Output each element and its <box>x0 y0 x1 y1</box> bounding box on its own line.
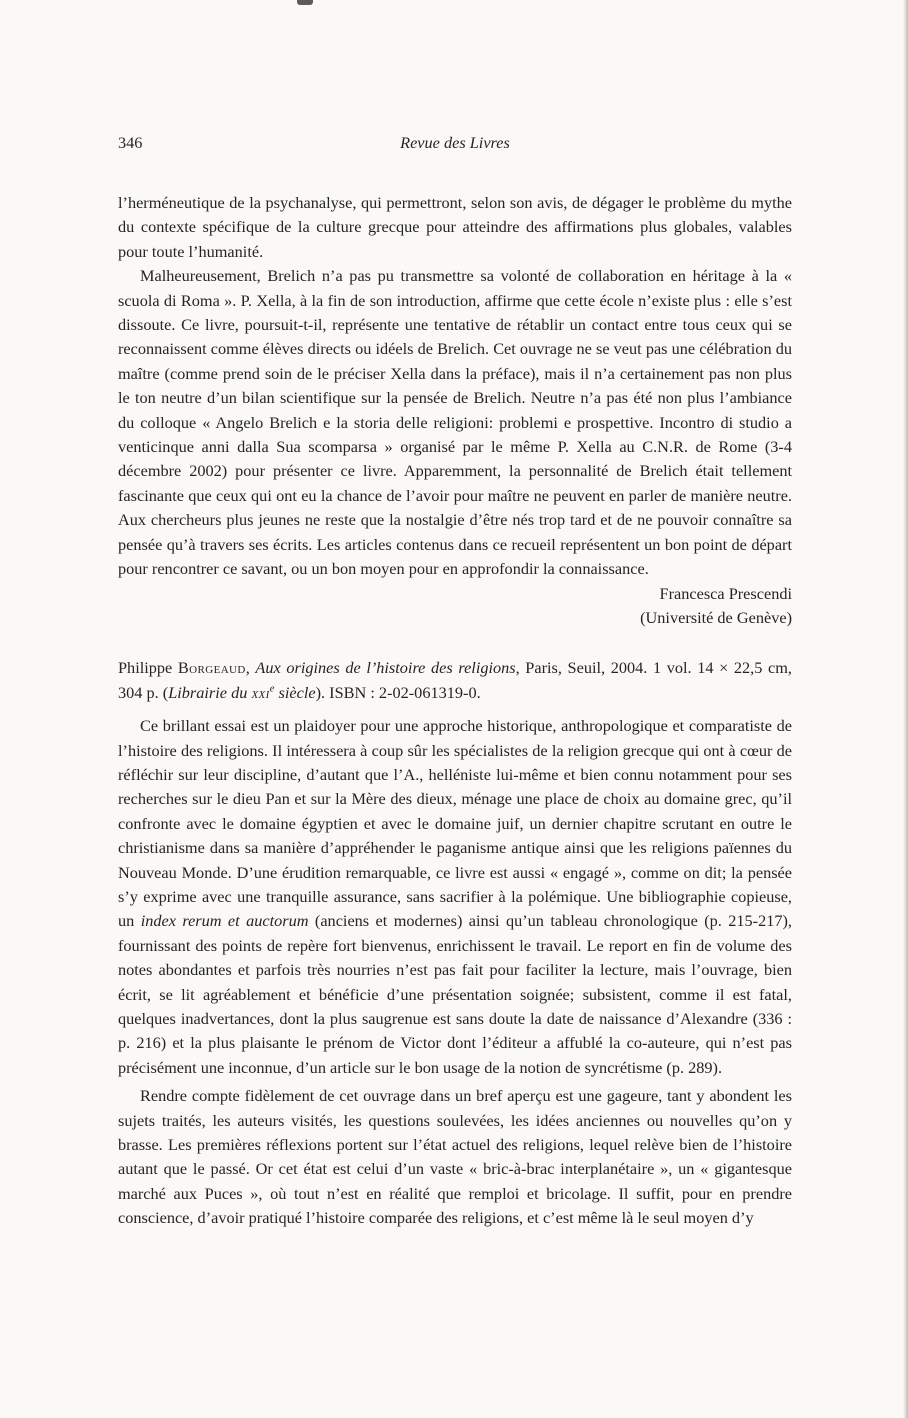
author-surname: Borgeaud <box>177 658 246 678</box>
page-number: 346 <box>118 133 143 152</box>
review-body-paragraph: Malheureusement, Brelich n’a pas pu transmettre sa volonté de collaboration en héritage à la « scuola di Roma ». P. Xella, à la fin de son introduction, affirme que cette école n’existe plus : elle s’est dissoute. Ce livre, poursuit-t-il, représente une tentative de rétablir un contact entre tous ceux qui se reconnaissent comme élèves directs ou idéels de Brelich. Cet ouvrage ne se veut pas une célébration du maître (comme prend soin de le préciser Xella dans la préface), mais il n’a certainement pas non plus le ton neutre d’un bilan scientifique sur la pensée de Brelich. Neutre n’a pas été non plus l’ambiance du colloque « Angelo Brelich e la storia delle religioni: problemi e prospettive. Incontro di studio a venticinque anni dalla Sua scomparsa » organisé par le même P. Xella au C.N.R. de Rome (3-4 décembre 2002) pour présenter ce livre. Apparemment, la personnalité de Brelich était tellement fascinante que ceux qui ont eu la chance de l’avoir pour maître ne peuvent en parler de manière neutre. Aux chercheurs plus jeunes ne reste que la nostalgie d’être nés trop tard et de ne pouvoir connaître sa pensée qu’à travers ses écrits. Les articles contenus dans ce recueil représentent un bon point de départ pour rencontrer ce savant, ou un bon moyen pour en approfondir la connaissance. <box>118 266 792 579</box>
book-title: Aux origines de l’histoire des religions <box>255 658 516 678</box>
review-continuation-paragraph: l’herméneutique de la psychanalyse, qui permettront, selon son avis, de dégager le problème du mythe du contexte spécifique de la culture grecque pour atteindre des affirmations plus globales, valables pour toute l’humanité. <box>118 193 792 261</box>
collection-numeral: xxi <box>251 682 270 702</box>
review-paragraph-first <box>118 714 792 1080</box>
scan-edge-shadow <box>903 0 908 1418</box>
signature-block <box>118 582 792 631</box>
ordinal-suffix: e <box>269 683 275 695</box>
heading-separator: , <box>245 658 256 678</box>
running-title: Revue des Livres <box>400 133 510 152</box>
isbn-text: ). ISBN : 2-02-061319-0. <box>315 682 481 702</box>
book-reference-heading <box>118 656 792 705</box>
index-term: index rerum et auctorum <box>140 911 309 931</box>
review-paragraph-closing: Rendre compte fidèlement de cet ouvrage dans un bref aperçu est une gageure, tant y abondent les sujets traités, les auteurs visités, les questions soulevées, les idées anciennes ou nouvelles qu’on y brasse. Les premières réflexions portent sur l’état actuel des religions, lequel relève bien de l’histoire autant que le passé. Or cet état est celui d’un vaste « bric-à-brac interplanétaire », un « gigantesque marché aux Puces », où tout n’est en réalité que remploi et bricolage. Il suffit, pour en prendre conscience, d’avoir pratiqué l’histoire comparée des religions, et c’est même là le seul moyen d’y <box>118 1086 792 1228</box>
collection-name-start: Librairie du <box>168 682 252 702</box>
reviewer-name: Francesca Prescendi <box>659 583 792 603</box>
publication-info: , Paris, Seuil, 2004. 1 vol. 14 × 22,5 cm, 304 p. ( <box>118 658 792 702</box>
scan-artifact <box>297 0 313 5</box>
collection-name-end: siècle <box>274 682 316 702</box>
paragraph-text-after-term: (anciens et modernes) ainsi qu’un tableau chronologique (p. 215-217), fournissant des points de repère fort bienvenus, enrichissent le travail. Le report en fin de volume des notes abondantes et parfois très nourries n’est pas fait pour faciliter la lecture, mais l’ouvrage, bien écrit, se lit agréablement et bénéficie d’une présentation soignée; subsistent, comme il est fatal, quelques inadvertances, dont la plus saugrenue est sans doute la date de naissance d’Alexandre (336 : p. 216) et la plus plaisante le prénom de Victor dont l’éditeur a affublé la co-auteure, qui n’est pas précisément une inconnue, d’un article sur le bon usage de la notion de syncrétisme (p. 289). <box>118 911 792 1077</box>
page-header <box>118 131 792 155</box>
author-firstname: Philippe <box>118 658 178 678</box>
reviewer-affiliation: (Université de Genève) <box>640 607 792 627</box>
paragraph-text-before-term: Ce brillant essai est un plaidoyer pour une approche historique, anthropologique et comparatiste de l’histoire des religions. Il intéressera à coup sûr les spécialistes de la religion grecque qui ont à cœur de réfléchir sur leur discipline, d’autant que l’A., helléniste lui-même et bien connu notamment pour ses recherches sur le dieu Pan et sur la Mère des dieux, ménage une place de choix au domaine grec, qu’il confronte avec le domaine égyptien et avec le domaine juif, un dernier chapitre scrutant en outre le christianisme dans sa manière d’appréhender le paganisme antique ainsi que les religions païennes du Nouveau Monde. D’une érudition remarquable, ce livre est aussi « engagé », comme on dit; la pensée s’y exprime avec une tranquille assurance, sans sacrifier à la polémique. Une bibliographie copieuse, un <box>118 716 792 931</box>
page-content <box>118 131 792 1231</box>
